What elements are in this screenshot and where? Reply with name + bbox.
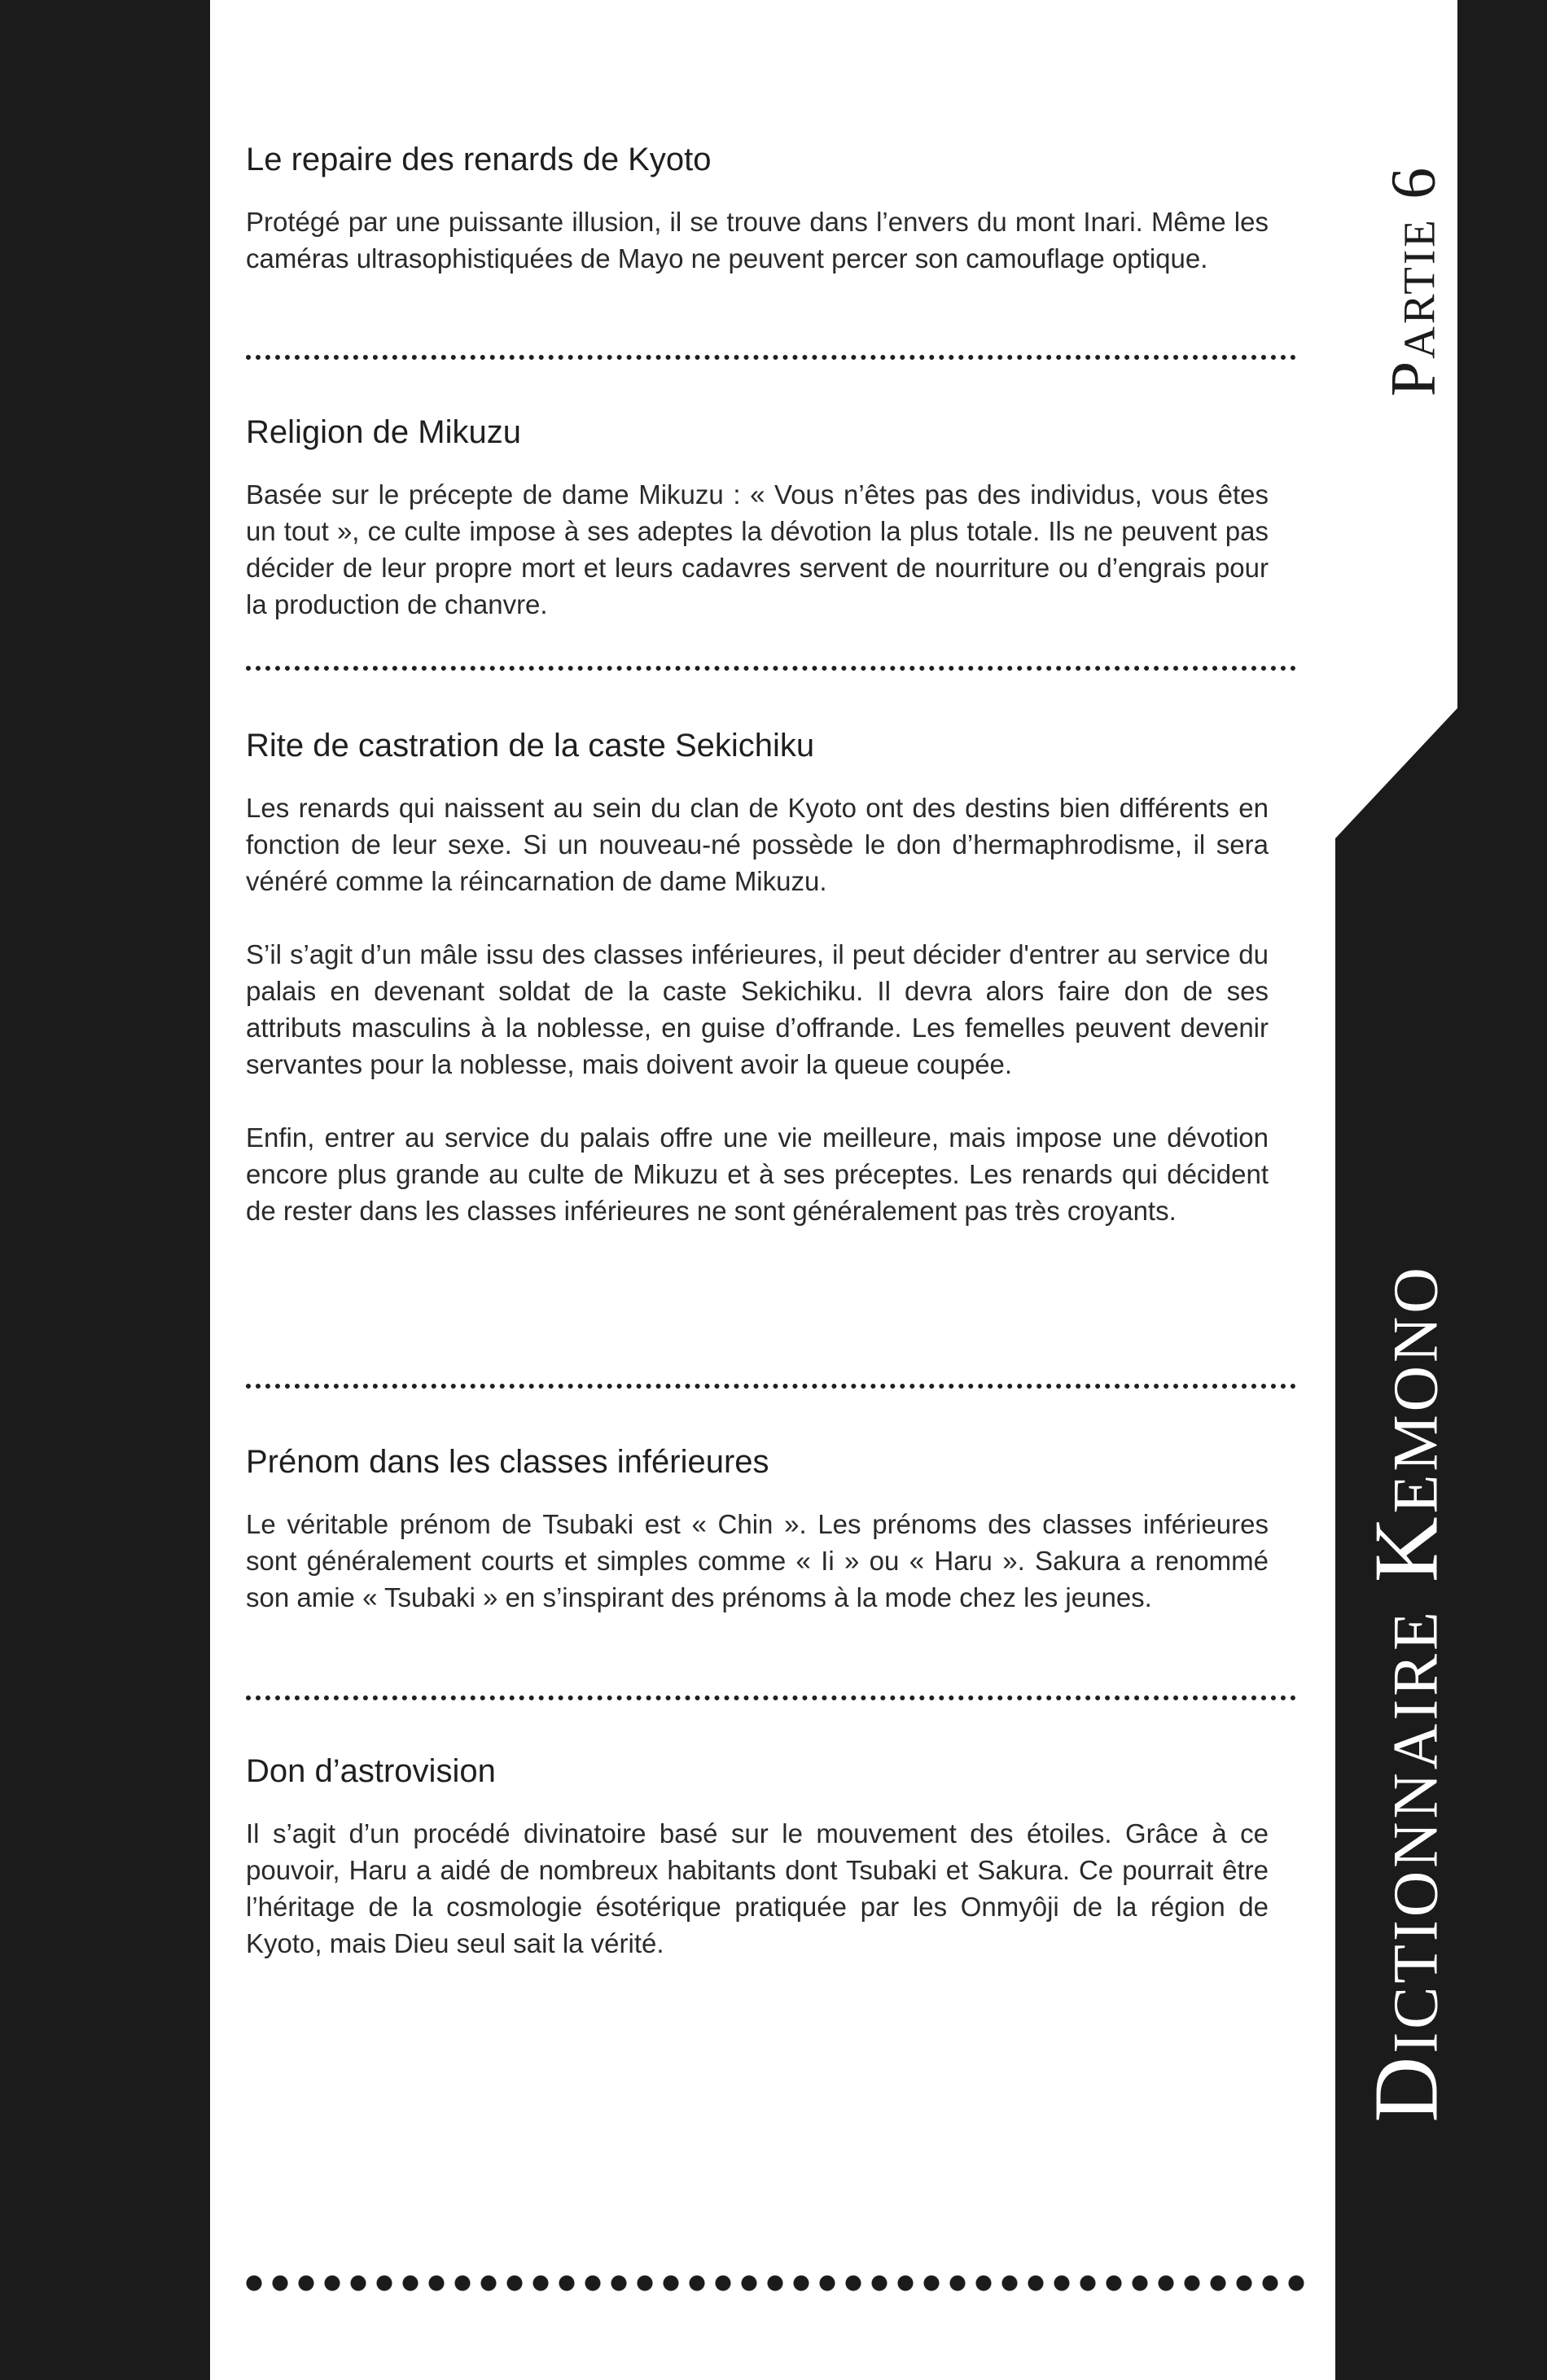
section-paragraph: Protégé par une puissante illusion, il se trouve dans l’envers du mont Inari. Même les caméras ultrasophistiquées de Mayo ne peuvent percer son camouflage optique. [246,207,1269,273]
dictionary-title [1342,1083,1472,2303]
section-title: Prénom dans les classes inférieures [246,1444,769,1480]
dotted-divider [246,1384,1296,1389]
dotted-divider [246,1695,1296,1700]
section-paragraph: Le véritable prénom de Tsubaki est « Chin ». Les prénoms des classes inférieures sont généralement courts et simples comme « Ii » ou « Haru ». Sakura a renommé son amie « Tsubaki » en s’inspirant des prénoms à la mode chez les jeunes. [246,1509,1269,1612]
section-title: Le repaire des renards de Kyoto [246,142,712,177]
section-paragraph: Les renards qui naissent au sein du clan de Kyoto ont des destins bien différents en fonction de leur sexe. Si un nouveau-né possède le don d’hermaphrodisme, il sera vénéré comme la réincarnation de dame Mikuzu. [246,793,1269,896]
bottom-dotted-rule [246,2271,1304,2295]
dotted-divider [246,666,1296,671]
dictionary-title-text: Dictionnaire Kemono [1356,1263,1457,2123]
section-castration [246,724,1269,1229]
section-paragraph: S’il s’agit d’un mâle issu des classes inférieures, il peut décider d'entrer au service du palais en devenant soldat de la caste Sekichiku. Il devra alors faire don de ses attributs masculins à la noblesse, en guise d’offrande. Les femelles peuvent devenir servantes pour la noblesse, mais doivent avoir la queue coupée. [246,939,1269,1079]
dotted-divider [246,355,1296,360]
section-paragraph: Enfin, entrer au service du palais offre une vie meilleure, mais impose une dévotion encore plus grande au culte de Mikuzu et à ses préceptes. Les renards qui décident de rester dans les classes inférieures ne sont généralement pas très croyants. [246,1122,1269,1226]
section-title: Religion de Mikuzu [246,414,521,450]
section-title: Don d’astrovision [246,1753,496,1789]
section-prenom [246,1441,1269,1616]
section-paragraph: Il s’agit d’un procédé divinatoire basé sur le mouvement des étoiles. Grâce à ce pouvoir, Haru a aidé de nombreux habitants dont Tsubaki et Sakura. Ce pourrait être l’héritage de la cosmologie ésotérique pratiquée par les Onmyôji de la région de Kyoto, mais Dieu seul sait la vérité. [246,1818,1269,1958]
section-title: Rite de castration de la caste Sekichiku [246,728,815,763]
section-repaire [246,138,1269,277]
section-religion [246,411,1269,623]
part-label-text: Partie 6 [1377,164,1448,397]
section-astrovision [246,1750,1269,1962]
section-paragraph: Basée sur le précepte de dame Mikuzu : « Vous n’êtes pas des individus, vous êtes un tout », ce culte impose à ses adeptes la dévotion la plus totale. Ils ne peuvent pas décider de leur propre mort et leurs cadavres servent de nourriture ou d’engrais pour la production de chanvre. [246,479,1269,619]
part-label [1352,106,1474,456]
